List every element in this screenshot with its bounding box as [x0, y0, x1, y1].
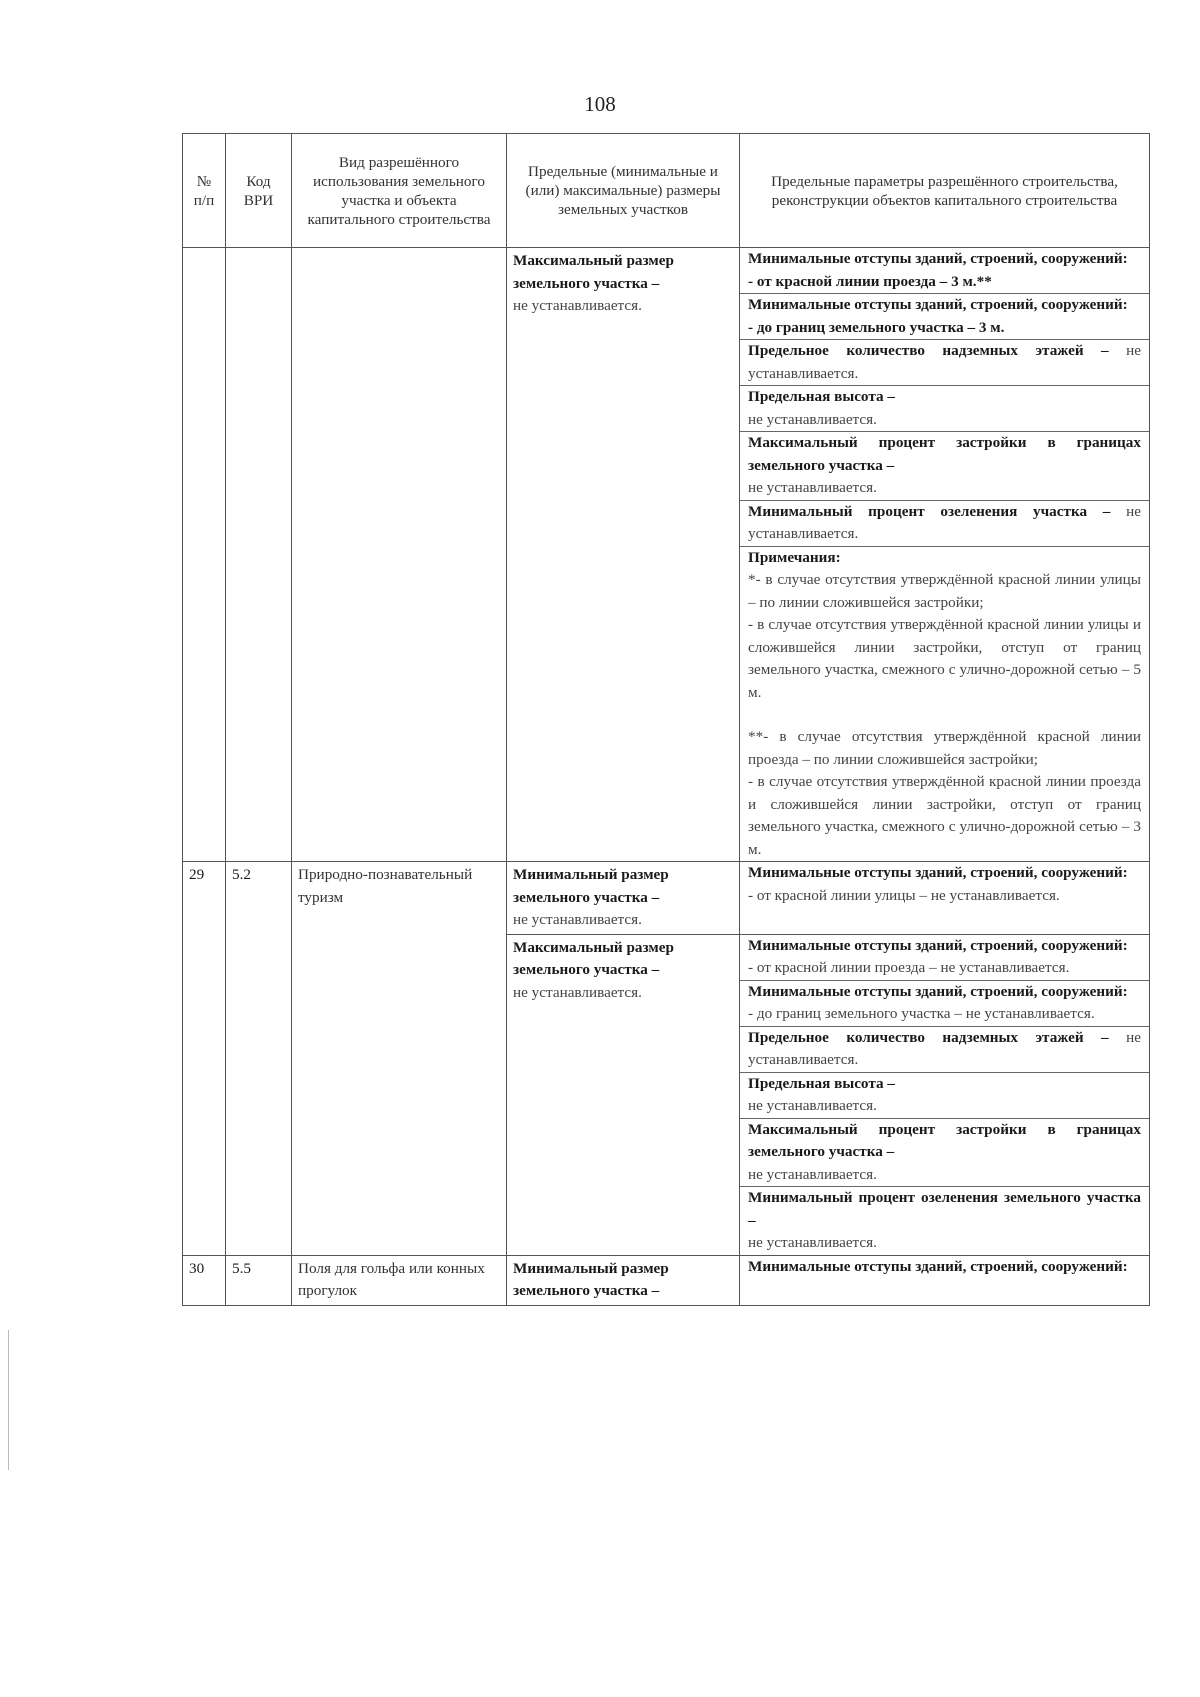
table-row — [183, 862, 1150, 935]
param-block — [740, 432, 1149, 501]
param-value: не устанавливается. — [748, 1097, 877, 1114]
param-label: Предельная высота – — [748, 1074, 895, 1092]
param-label: Предельное количество надземных этажей – — [748, 342, 1109, 359]
param-block — [740, 862, 1149, 907]
params-cell — [740, 862, 1150, 935]
params-cell — [740, 934, 1150, 1255]
row-vri-cell: Поля для гольфа или конных прогулок — [292, 1255, 507, 1305]
row-vri-cell — [292, 248, 507, 862]
param-block — [740, 1073, 1149, 1119]
size-cell — [507, 248, 740, 862]
param-block — [740, 294, 1149, 340]
note-text: - в случае отсутствия утверждённой красной линии улицы и сложившейся линии застройки, отступ от границ земельного участка, смежного с улично-дорожной сетью – 5 м. — [748, 616, 1141, 701]
param-block — [740, 1256, 1149, 1279]
max-size-label: Максимальный размер земельного участка – — [513, 252, 674, 292]
param-value: - от красной линии проезда – не устанавливается. — [748, 959, 1070, 976]
param-value: - от красной линии улицы – не устанавливается. — [748, 886, 1060, 904]
param-label: Максимальный процент застройки в границах земельного участка – — [748, 1120, 1141, 1160]
param-label: Предельное количество надземных этажей – — [748, 1028, 1109, 1046]
param-block — [740, 981, 1149, 1027]
row-num-cell: 30 — [183, 1255, 226, 1305]
params-cell — [740, 248, 1150, 862]
param-value: - до границ земельного участка – не устанавливается. — [748, 1005, 1095, 1022]
param-block — [740, 386, 1149, 432]
param-label: Минимальные отступы зданий, строений, сооружений: — [748, 936, 1128, 954]
param-block — [740, 1119, 1149, 1188]
table-row — [183, 1255, 1150, 1305]
param-value: не устанавливается. — [748, 342, 1142, 382]
param-value: не устанавливается. — [748, 1028, 1142, 1068]
notes-block — [740, 547, 1149, 862]
max-size-label: Максимальный размер земельного участка – — [513, 938, 674, 978]
param-block — [740, 1027, 1149, 1073]
size-cell — [507, 1255, 740, 1305]
land-use-table — [182, 133, 1150, 1306]
param-label: Минимальные отступы зданий, строений, сооружений: — [748, 250, 1128, 267]
param-value: не устанавливается. — [748, 1234, 877, 1251]
table-row — [183, 248, 1150, 862]
row-num-cell — [183, 248, 226, 862]
min-size-value: не устанавливается. — [513, 911, 642, 928]
size-cell — [507, 862, 740, 935]
table-header-row — [183, 134, 1150, 248]
max-size-value: не устанавливается. — [513, 983, 642, 1001]
header-params: Предельные параметры разрешённого строительства, реконструкции объектов капитального строительства — [740, 134, 1150, 248]
row-vri-cell: Природно-познавательный туризм — [292, 862, 507, 1256]
param-block — [740, 501, 1149, 547]
row-code-cell: 5.2 — [226, 862, 292, 1256]
param-label: Минимальные отступы зданий, строений, сооружений: — [748, 864, 1128, 881]
param-block — [740, 1187, 1149, 1255]
param-block — [740, 935, 1149, 981]
param-value: - от красной линии проезда – 3 м.** — [748, 272, 992, 290]
header-num: № п/п — [183, 134, 226, 248]
param-value: не устанавливается. — [748, 1165, 877, 1183]
row-num-cell: 29 — [183, 862, 226, 1256]
param-label: Минимальный процент озеленения земельного участка – — [748, 1189, 1141, 1229]
params-cell — [740, 1255, 1150, 1305]
param-value: - до границ земельного участка – 3 м. — [748, 318, 1005, 336]
scan-crease — [8, 1330, 9, 1470]
size-cell — [507, 934, 740, 1255]
param-label: Минимальные отступы зданий, строений, сооружений: — [748, 296, 1128, 313]
row-code-cell — [226, 248, 292, 862]
note-text: - в случае отсутствия утверждённой красной линии проезда и сложившейся линии застройки, отступ от границ земельного участка, смежного с улично-дорожной сетью – 3 м. — [748, 773, 1141, 858]
param-value: не устанавливается. — [748, 410, 877, 428]
param-value: не устанавливается. — [748, 479, 877, 496]
note-text: *- в случае отсутствия утверждённой красной линии улицы – по линии сложившейся застройки; — [748, 571, 1141, 611]
header-sizes: Предельные (минимальные и (или) максимальные) размеры земельных участков — [507, 134, 740, 248]
param-label: Минимальные отступы зданий, строений, сооружений: — [748, 1257, 1128, 1275]
min-size-label: Минимальный размер земельного участка – — [513, 1259, 669, 1299]
param-label: Минимальный процент озеленения участка – — [748, 502, 1111, 520]
max-size-value: не устанавливается. — [513, 297, 642, 314]
page-number: 108 — [584, 92, 616, 116]
note-text: **- в случае отсутствия утверждённой красной линии проезда – по линии сложившейся застройки; — [748, 728, 1141, 768]
notes-title: Примечания: — [748, 548, 841, 566]
header-vri: Вид разрешённого использования земельного участка и объекта капитального строительства — [292, 134, 507, 248]
row-code-cell: 5.5 — [226, 1255, 292, 1305]
param-label: Предельная высота – — [748, 388, 895, 405]
param-label: Минимальные отступы зданий, строений, сооружений: — [748, 982, 1128, 1000]
param-label: Максимальный процент застройки в границах земельного участка – — [748, 434, 1141, 474]
param-value: не устанавливается. — [748, 502, 1141, 542]
min-size-label: Минимальный размер земельного участка – — [513, 866, 669, 906]
header-code: Код ВРИ — [226, 134, 292, 248]
param-block — [740, 340, 1149, 386]
param-block — [740, 248, 1149, 294]
